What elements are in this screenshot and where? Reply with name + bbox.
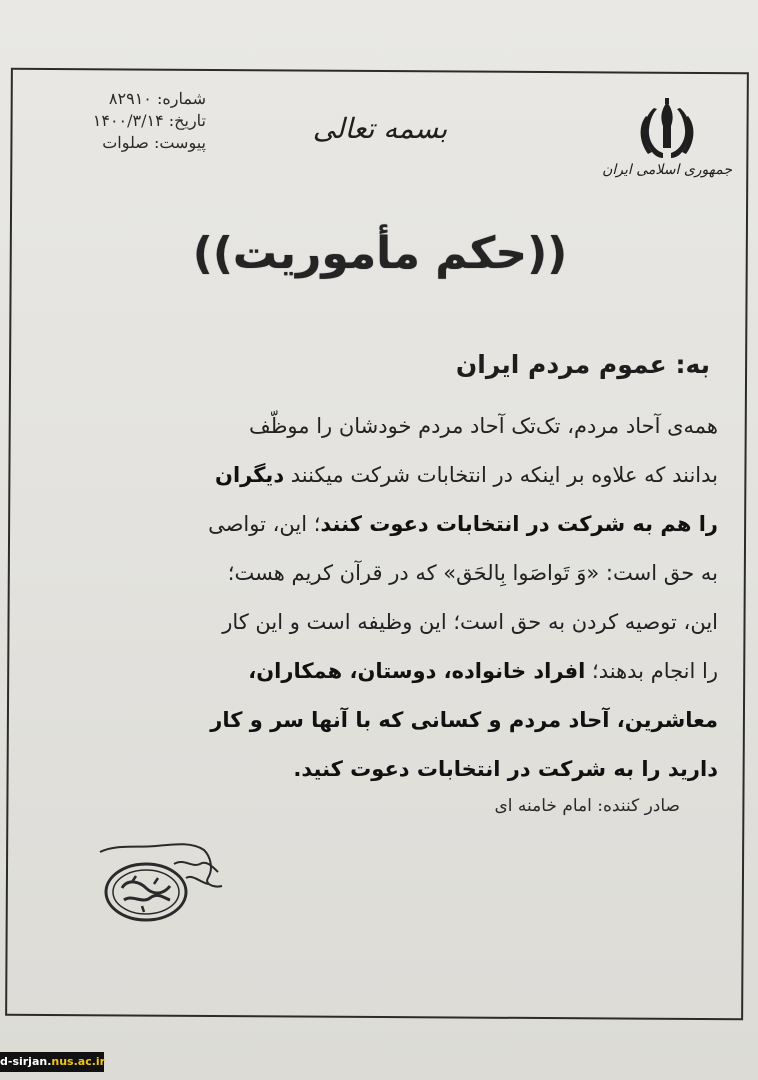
body-line [40,745,718,794]
letter-date: تاریخ: ۱۴۰۰/۳/۱۴ [92,111,206,130]
body-emphasis: معاشرین، آحاد مردم و کسانی که با آنها سر و کار [210,708,718,732]
body-segment: بدانند که علاوه بر اینکه در انتخابات شرکت میکنند [284,463,718,487]
basmala-heading: بسمه تعالی [312,112,448,145]
body-segment: ؛ این، تواصی [208,512,321,536]
signature-seal [96,838,236,938]
letter-metadata [46,88,206,154]
document-title: ((حکم مأموریت)) [192,228,568,279]
body-line [40,647,718,696]
body-line [40,696,718,745]
letter-attachment: پیوست: صلوات [102,133,206,152]
issuer-line: صادر کننده: امام خامنه ای [494,796,680,816]
body-emphasis: افراد خانواده، دوستان، همکاران، [248,659,586,683]
body-line [40,598,718,647]
emblem-caption: جمهوری اسلامی ایران [602,162,732,178]
iran-emblem-icon [632,96,702,166]
body-line [40,451,718,500]
body-line [40,500,718,549]
body-segment: به حق است: «وَ تَواصَوا بِالحَق» که در قرآن کریم هست؛ [227,561,718,585]
seal-stamp-icon [96,838,236,938]
watermark-accent: nus.ac.ir [51,1055,106,1068]
recipient-line: به: عموم مردم ایران [455,350,710,379]
body-emphasis: را هم به شرکت در انتخابات دعوت کنند [320,512,718,536]
iran-emblem-block [602,96,732,196]
body-emphasis: دارید را به شرکت در انتخابات دعوت کنید. [293,757,718,781]
body-paragraph [40,402,718,794]
body-segment: این، توصیه کردن به حق است؛ این وظیفه است و این کار [222,610,718,634]
body-segment: همه‌ی آحاد مردم، تک‌تک آحاد مردم خودشان را موظّف [248,414,718,438]
watermark-prefix: d-sirjan. [0,1055,52,1068]
body-segment: را انجام بدهند؛ [585,659,718,683]
body-line [40,402,718,451]
body-line [40,549,718,598]
body-emphasis: دیگران [215,463,285,487]
letter-number: شماره: ۸۲۹۱۰ [108,89,206,108]
website-watermark [0,1052,104,1072]
